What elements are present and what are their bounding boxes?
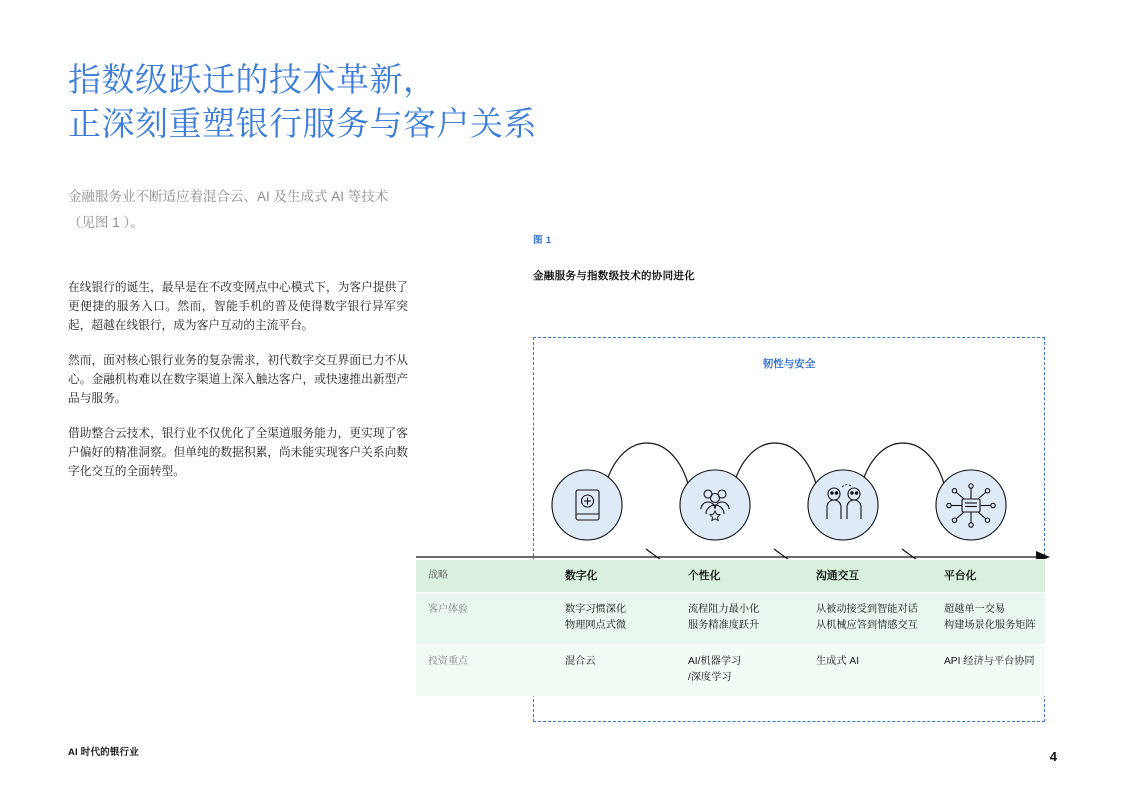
cell-line: /深度学习 <box>688 672 732 683</box>
footer-title: AI 时代的银行业 <box>68 747 139 758</box>
stage-circle-1 <box>552 470 622 540</box>
cell-inv-4 <box>932 645 1045 696</box>
deck-text: 金融服务业不断适应着混合云、AI 及生成式 AI 等技术（见图 1 ）。 <box>68 189 389 230</box>
cell-cx-3 <box>804 593 932 644</box>
cell-line: AI/机器学习 <box>688 656 742 667</box>
row-label: 投资重点 <box>416 645 553 696</box>
table-row-investment-focus <box>416 645 1045 696</box>
cell-inv-2 <box>676 645 804 696</box>
headline-line-1: 指数级跃迁的技术革新， <box>68 61 437 98</box>
cell-line: 超越单一交易 <box>944 604 1006 615</box>
headline-line-2: 正深刻重塑银行服务与客户关系 <box>68 105 537 142</box>
stage-circle-3 <box>808 470 878 540</box>
page-number: 4 <box>1049 749 1057 764</box>
cell-line: 生成式 AI <box>816 656 860 667</box>
cell-inv-3 <box>804 645 932 696</box>
cell-line: 物理网点式微 <box>565 620 627 631</box>
body-copy <box>68 278 408 481</box>
table-row-strategy <box>416 560 1045 593</box>
cell-line: 从机械应答到情感交互 <box>816 620 918 631</box>
cell-line: 从被动接受到智能对话 <box>816 604 918 615</box>
figure-label: 图 1 <box>533 235 552 246</box>
evolution-table <box>416 559 1045 696</box>
cell-strategy-3: 沟通交互 <box>804 560 932 593</box>
body-paragraph: 然而，面对核心银行业务的复杂需求，初代数字交互界面已力不从心。金融机构难以在数字渠道上深入触达客户，或快速推出新型产品与服务。 <box>68 354 408 405</box>
cell-strategy-2: 个性化 <box>676 560 804 593</box>
body-paragraph: 借助整合云技术，银行业不仅优化了全渠道服务能力，更实现了客户偏好的精准洞察。但单纯的数据积累，尚未能实现客户关系向数字化交互的全面转型。 <box>68 427 408 478</box>
cell-line: API 经济与平台协同 <box>944 656 1035 667</box>
cell-strategy-1: 数字化 <box>553 560 676 593</box>
cell-strategy-4: 平台化 <box>932 560 1045 593</box>
cell-cx-1 <box>553 593 676 644</box>
cell-inv-1 <box>553 645 676 696</box>
cell-line: 构建场景化服务矩阵 <box>944 620 1036 631</box>
cell-line: 服务精准度跃升 <box>688 620 760 631</box>
figure-title: 金融服务与指数级技术的协同进化 <box>533 270 695 282</box>
row-label: 战略 <box>416 560 553 593</box>
left-column <box>68 58 537 497</box>
cell-cx-4 <box>932 593 1045 644</box>
figure-heading <box>533 232 1053 283</box>
cell-line: 数字习惯深化 <box>565 604 627 615</box>
table-row-customer-experience <box>416 593 1045 644</box>
resilience-label: 韧性与安全 <box>762 358 816 370</box>
row-label: 客户体验 <box>416 593 553 644</box>
page-title <box>68 58 537 146</box>
body-paragraph: 在线银行的诞生，最早是在不改变网点中心模式下，为客户提供了更便捷的服务入口。然而，智能手机的普及使得数字银行异军突起，超越在线银行，成为客户互动的主流平台。 <box>68 281 408 332</box>
cell-line: 混合云 <box>565 656 596 667</box>
cell-cx-2 <box>676 593 804 644</box>
cell-line: 流程阻力最小化 <box>688 604 760 615</box>
